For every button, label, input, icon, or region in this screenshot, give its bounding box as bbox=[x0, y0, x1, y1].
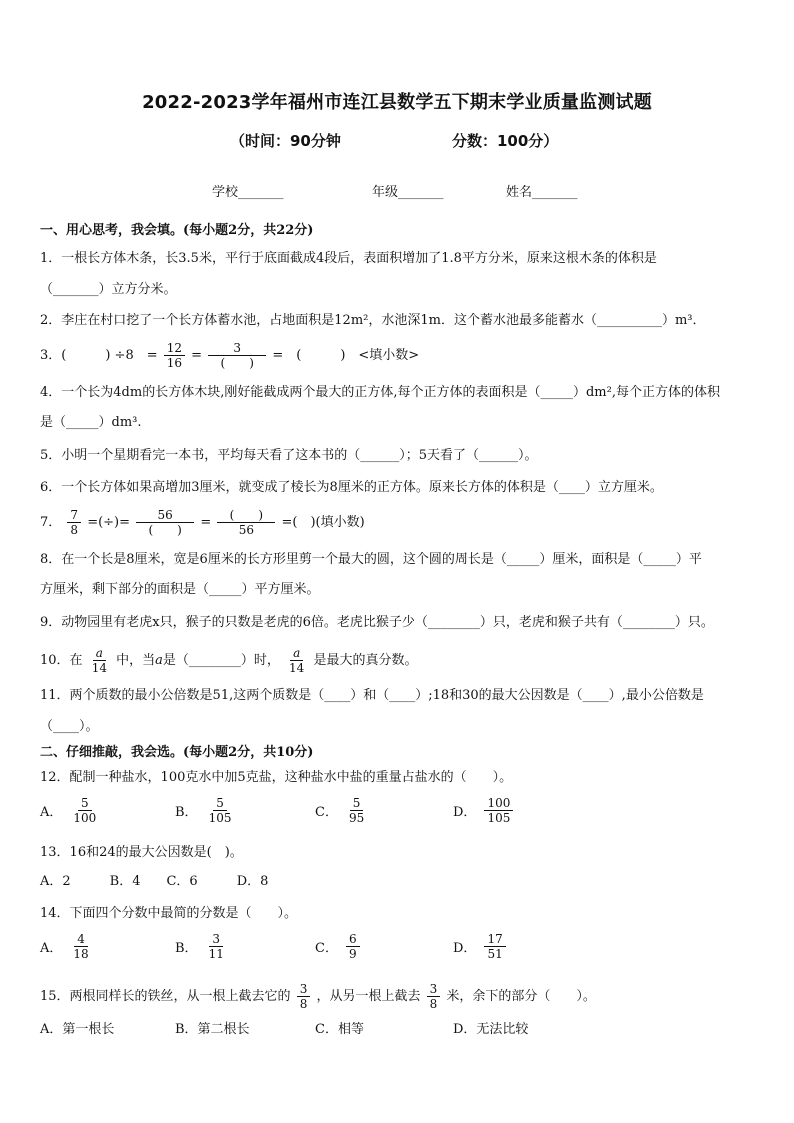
question-5: 5．小明一个星期看完一本书，平均每天看了这本书的（______）；5天看了（______）。 bbox=[40, 448, 538, 463]
question-13-options: A．2 B．4 C．6 D．8 bbox=[40, 874, 269, 889]
option-fraction: $\frac{6}{9}$ bbox=[346, 932, 360, 961]
q7-prefix: 7． bbox=[40, 515, 62, 530]
question-15 bbox=[40, 982, 596, 1011]
q10-mid-2: 是（________）时， bbox=[162, 653, 280, 668]
q3-prefix: 3．( ) ÷8 = bbox=[40, 348, 158, 363]
q10-mid-1: 中，当 bbox=[116, 653, 156, 668]
grade-field: 年级_______ bbox=[372, 185, 444, 200]
time-label: （时间：90分钟 bbox=[230, 132, 341, 150]
q12_options-option-1 bbox=[175, 796, 236, 825]
q15-option-0: A．第一根长 bbox=[40, 1022, 115, 1037]
question-4-line-2: 是（_____）dm³. bbox=[40, 415, 142, 430]
option-fraction: $\frac{100}{105}$ bbox=[484, 796, 513, 825]
section-1-heading: 一、用心思考，我会填。(每小题2分，共22分) bbox=[40, 223, 314, 238]
question-3 bbox=[40, 341, 419, 370]
q7-fraction-0: $\frac{7}{8}$ bbox=[67, 508, 81, 537]
q7-fraction-2: $\frac{( )}{56}$ bbox=[217, 508, 275, 537]
q10-fraction-1: $\frac{a}{14}$ bbox=[91, 646, 107, 675]
question-12: 12．配制一种盐水，100克水中加5克盐，这种盐水中盐的重量占盐水的（ ）。 bbox=[40, 770, 513, 785]
q3-fraction-2: $\frac{3}{( )}$ bbox=[208, 341, 266, 370]
q7-suffix: =( )(填小数) bbox=[281, 515, 365, 530]
question-8-line-1: 8．在一个长是8厘米，宽是6厘米的长方形里剪一个最大的圆，这个圆的周长是（_____）厘米，面积是（_____）平 bbox=[40, 552, 702, 567]
q15-suffix: 米，余下的部分（ ）。 bbox=[446, 989, 596, 1004]
option-fraction: $\frac{5}{100}$ bbox=[73, 796, 97, 825]
q15-fraction-2: $\frac{3}{8}$ bbox=[427, 982, 441, 1011]
score-label: 分数：100分） bbox=[452, 132, 559, 150]
option-fraction: $\frac{3}{11}$ bbox=[208, 932, 224, 961]
q7-fraction-1: $\frac{56}{( )}$ bbox=[136, 508, 194, 537]
option-label: B． bbox=[175, 805, 198, 820]
q3-fraction-1: $\frac{12}{16}$ bbox=[164, 341, 185, 370]
q15-option-2: C．相等 bbox=[315, 1022, 364, 1037]
q14_options-option-1 bbox=[175, 932, 229, 961]
option-fraction: $\frac{5}{95}$ bbox=[348, 796, 365, 825]
option-label: C． bbox=[315, 805, 338, 820]
q12_options-option-2 bbox=[315, 796, 369, 825]
question-1-line-1: 1．一根长方体木条，长3.5米，平行于底面截成4段后，表面积增加了1.8平方分米，原来这根木条的体积是 bbox=[40, 251, 657, 266]
school-field: 学校_______ bbox=[212, 185, 284, 200]
q10-fraction-2: $\frac{a}{14}$ bbox=[289, 646, 305, 675]
question-6: 6．一个长方体如果高增加3厘米，就变成了棱长为8厘米的正方体。原来长方体的体积是（____）立方厘米。 bbox=[40, 480, 663, 495]
q12_options-option-0 bbox=[40, 796, 101, 825]
question-9: 9．动物园里有老虎x只，猴子的只数是老虎的6倍。老虎比猴子少（________）只，老虎和猴子共有（________）只。 bbox=[40, 615, 714, 630]
q14_options-option-2 bbox=[315, 932, 362, 961]
page-title: 2022-2023学年福州市连江县数学五下期末学业质量监测试题 bbox=[142, 92, 652, 113]
option-fraction: $\frac{17}{51}$ bbox=[484, 932, 505, 961]
option-label: C． bbox=[315, 941, 338, 956]
question-2: 2．李庄在村口挖了一个长方体蓄水池，占地面积是12m²，水池深1m．这个蓄水池最多能蓄水（__________）m³． bbox=[40, 313, 706, 328]
q14_options-option-3 bbox=[453, 932, 508, 961]
question-11-line-2: （____）。 bbox=[40, 719, 99, 734]
question-1-line-2: （_______）立方分米。 bbox=[40, 282, 177, 297]
q15-mid: ，从另一根上截去 bbox=[316, 989, 421, 1004]
q3-suffix: = ( ) <填小数> bbox=[272, 348, 420, 363]
question-14: 14．下面四个分数中最简的分数是（ ）。 bbox=[40, 906, 298, 921]
option-label: A． bbox=[40, 941, 63, 956]
option-label: D． bbox=[453, 941, 477, 956]
q3-equals: = bbox=[191, 348, 203, 363]
name-field: 姓名_______ bbox=[506, 185, 578, 200]
q15-fraction-1: $\frac{3}{8}$ bbox=[297, 982, 311, 1011]
question-10 bbox=[40, 646, 417, 675]
q15-option-1: B．第二根长 bbox=[175, 1022, 250, 1037]
q7-mid: =(÷)= bbox=[87, 515, 131, 530]
question-8-line-2: 方厘米，剩下部分的面积是（_____）平方厘米。 bbox=[40, 582, 320, 597]
q15-option-3: D．无法比较 bbox=[453, 1022, 529, 1037]
question-7 bbox=[40, 508, 365, 537]
section-2-heading: 二、仔细推敲，我会选。(每小题2分，共10分) bbox=[40, 745, 314, 760]
option-label: A． bbox=[40, 805, 63, 820]
q15-prefix: 15．两根同样长的铁丝，从一根上截去它的 bbox=[40, 989, 291, 1004]
option-label: D． bbox=[453, 805, 477, 820]
option-fraction: $\frac{4}{18}$ bbox=[73, 932, 89, 961]
option-fraction: $\frac{5}{105}$ bbox=[208, 796, 232, 825]
q12_options-option-3 bbox=[453, 796, 515, 825]
question-13: 13．16和24的最大公因数是( )。 bbox=[40, 845, 243, 860]
question-11-line-1: 11．两个质数的最小公倍数是51,这两个质数是（____）和（____）;18和30的最大公因数是（____）,最小公倍数是 bbox=[40, 688, 704, 703]
option-label: B． bbox=[175, 941, 198, 956]
q10-prefix: 10．在 bbox=[40, 653, 83, 668]
q14_options-option-0 bbox=[40, 932, 94, 961]
q7-equals: = bbox=[200, 515, 212, 530]
q10-suffix: 是最大的真分数。 bbox=[313, 653, 418, 668]
q10-variable: a bbox=[155, 653, 163, 668]
question-4-line-1: 4．一个长为4dm的长方体木块,刚好能截成两个最大的正方体,每个正方体的表面积是（_____）dm²,每个正方体的体积 bbox=[40, 385, 720, 400]
